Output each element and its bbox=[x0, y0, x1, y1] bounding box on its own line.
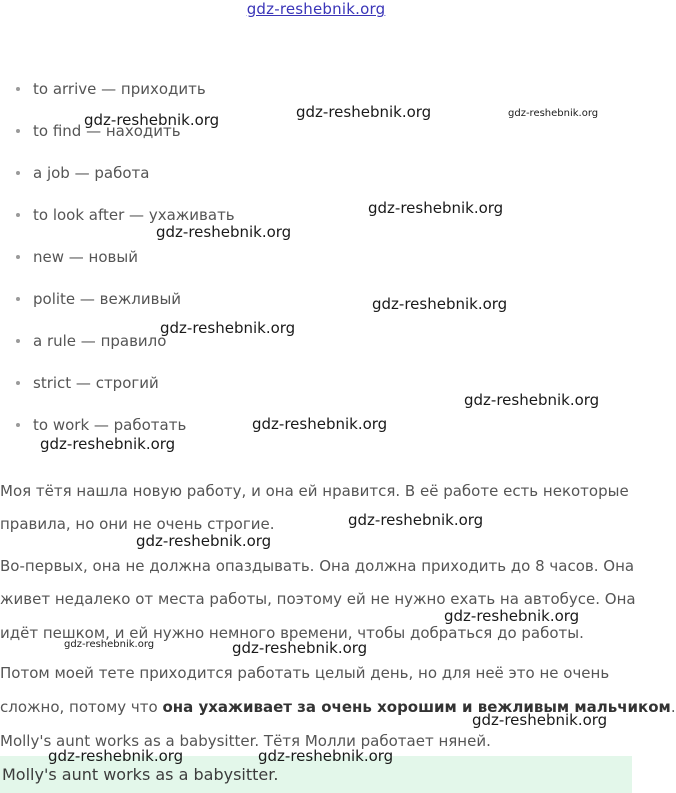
vocab-entry: to look after — ухаживать bbox=[33, 206, 235, 224]
bullet-icon bbox=[16, 339, 20, 343]
text-line: Во-первых, она не должна опаздывать. Она должна приходить до 8 часов. Она bbox=[0, 557, 635, 575]
vocab-entry: new — новый bbox=[33, 248, 138, 266]
text-segment: . bbox=[670, 698, 676, 716]
watermark: gdz-reshebnik.org bbox=[48, 747, 184, 765]
text-line: правила, но они не очень строгие. bbox=[0, 515, 275, 533]
vocab-entry: to find — находить bbox=[33, 122, 181, 140]
text-line: идёт пешком, и ей нужно немного времени, чтобы добраться до работы. bbox=[0, 624, 584, 642]
watermark: gdz-reshebnik.org bbox=[296, 103, 432, 121]
watermark: gdz-reshebnik.org bbox=[258, 747, 394, 765]
bold-text-segment: она ухаживает за очень хорошим и вежливым мальчиком bbox=[162, 698, 671, 716]
text-line: Моя тётя нашла новую работу, и она ей нравится. В её работе есть некоторые bbox=[0, 482, 629, 500]
bullet-icon bbox=[16, 255, 20, 259]
vocab-entry: a rule — правило bbox=[33, 332, 167, 350]
watermark: gdz-reshebnik.org bbox=[84, 111, 220, 129]
answer-text: Molly's aunt works as a babysitter. bbox=[2, 765, 279, 784]
watermark: gdz-reshebnik.org bbox=[472, 711, 608, 729]
vocab-entry: polite — вежливый bbox=[33, 290, 182, 308]
text-line: живет недалеко от места работы, поэтому ей не нужно ехать на автобусе. Она bbox=[0, 590, 636, 608]
vocab-entry: to work — работать bbox=[33, 416, 187, 434]
watermark: gdz-reshebnik.org bbox=[136, 532, 272, 550]
watermark: gdz-reshebnik.org bbox=[232, 639, 368, 657]
bullet-icon bbox=[16, 171, 20, 175]
watermark: gdz-reshebnik.org bbox=[464, 391, 600, 409]
bullet-icon bbox=[16, 87, 20, 91]
watermark: gdz-reshebnik.org bbox=[372, 295, 508, 313]
bullet-icon bbox=[16, 297, 20, 301]
bullet-icon bbox=[16, 381, 20, 385]
watermark: gdz-reshebnik.org bbox=[64, 639, 155, 650]
watermark: gdz-reshebnik.org bbox=[156, 223, 292, 241]
bullet-icon bbox=[16, 423, 20, 427]
bullet-icon bbox=[16, 213, 20, 217]
watermark: gdz-reshebnik.org bbox=[40, 435, 176, 453]
watermark: gdz-reshebnik.org bbox=[252, 415, 388, 433]
text-segment: сложно, потому что bbox=[0, 698, 163, 716]
watermark: gdz-reshebnik.org bbox=[508, 108, 599, 119]
text-line: Потом моей тете приходится работать целый день, но для неё это не очень bbox=[0, 664, 610, 682]
watermark: gdz-reshebnik.org bbox=[160, 319, 296, 337]
site-header-link[interactable]: gdz-reshebnik.org bbox=[246, 0, 386, 18]
text-line: Molly's aunt works as a babysitter. Тётя Молли работает няней. bbox=[0, 732, 491, 750]
vocab-entry: a job — работа bbox=[33, 164, 150, 182]
vocab-entry: to arrive — приходить bbox=[33, 80, 206, 98]
bullet-icon bbox=[16, 129, 20, 133]
watermark: gdz-reshebnik.org bbox=[444, 607, 580, 625]
watermark: gdz-reshebnik.org bbox=[368, 199, 504, 217]
vocab-entry: strict — строгий bbox=[33, 374, 159, 392]
watermark: gdz-reshebnik.org bbox=[348, 511, 484, 529]
